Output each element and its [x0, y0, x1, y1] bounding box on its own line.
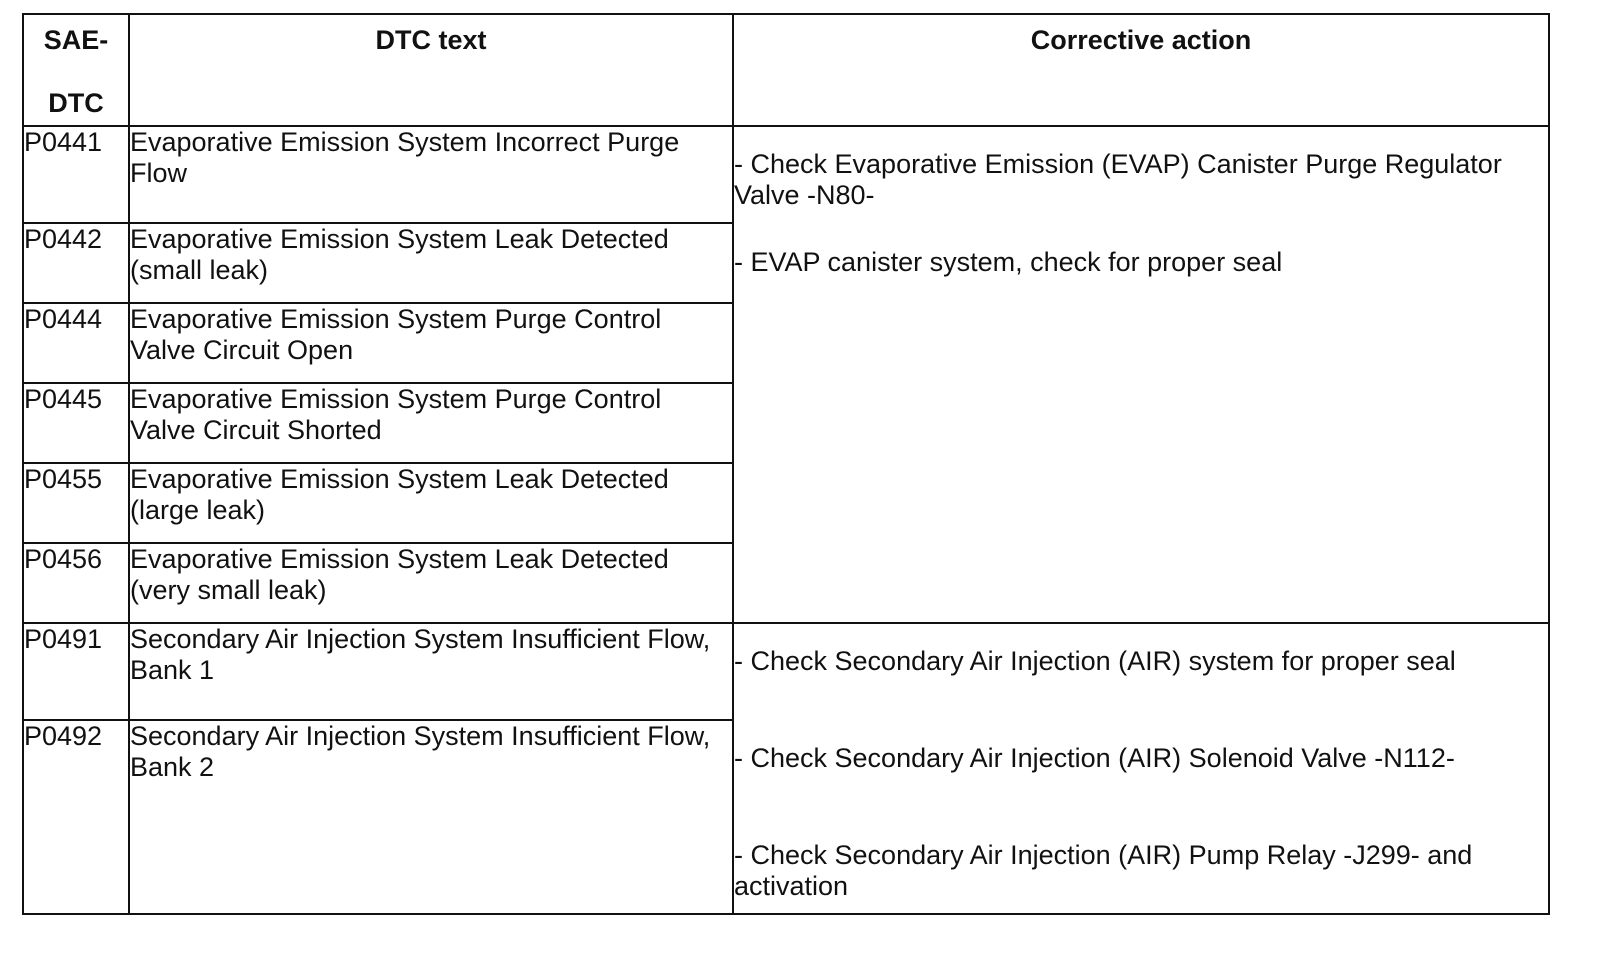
dtc-description: Secondary Air Injection System Insufficient Flow, Bank 2 — [129, 720, 733, 914]
dtc-code: P0492 — [23, 720, 129, 914]
header-dtc-text-label: DTC text — [375, 25, 487, 55]
corrective-action-cell-evap — [733, 126, 1549, 623]
table-row — [23, 126, 1549, 223]
header-sae-label: SAE- — [43, 25, 109, 55]
corrective-action-cell-air — [733, 623, 1549, 914]
dtc-description: Evaporative Emission System Purge Control Valve Circuit Open — [129, 303, 733, 383]
dtc-code: P0455 — [23, 463, 129, 543]
corrective-action-item: - Check Secondary Air Injection (AIR) system for proper seal — [734, 646, 1456, 676]
dtc-code: P0441 — [23, 126, 129, 223]
corrective-action-item: - Check Secondary Air Injection (AIR) Solenoid Valve -N112- — [734, 743, 1455, 773]
header-dtc-label: DTC — [48, 88, 104, 118]
corrective-action-group — [734, 624, 1548, 913]
header-corrective-action — [733, 14, 1549, 126]
corrective-action-item: - EVAP canister system, check for proper seal — [734, 247, 1283, 277]
header-dtc-text — [129, 14, 733, 126]
dtc-description: Evaporative Emission System Leak Detected (small leak) — [129, 223, 733, 303]
dtc-description: Secondary Air Injection System Insufficient Flow, Bank 1 — [129, 623, 733, 720]
header-sae-dtc — [23, 14, 129, 126]
header-corrective-action-label: Corrective action — [1030, 25, 1252, 55]
dtc-code: P0445 — [23, 383, 129, 463]
corrective-action-group — [734, 127, 1548, 621]
dtc-code: P0442 — [23, 223, 129, 303]
dtc-description: Evaporative Emission System Incorrect Purge Flow — [129, 126, 733, 223]
dtc-description: Evaporative Emission System Purge Control Valve Circuit Shorted — [129, 383, 733, 463]
dtc-code: P0444 — [23, 303, 129, 383]
corrective-action-item: - Check Secondary Air Injection (AIR) Pump Relay -J299- and activation — [734, 840, 1473, 901]
table-row — [23, 623, 1549, 720]
dtc-code: P0456 — [23, 543, 129, 623]
dtc-code: P0491 — [23, 623, 129, 720]
table-header-row — [23, 14, 1549, 126]
dtc-description: Evaporative Emission System Leak Detected (very small leak) — [129, 543, 733, 623]
corrective-action-item: - Check Evaporative Emission (EVAP) Canister Purge Regulator Valve -N80- — [734, 149, 1502, 210]
dtc-table — [22, 13, 1550, 915]
dtc-description: Evaporative Emission System Leak Detected (large leak) — [129, 463, 733, 543]
